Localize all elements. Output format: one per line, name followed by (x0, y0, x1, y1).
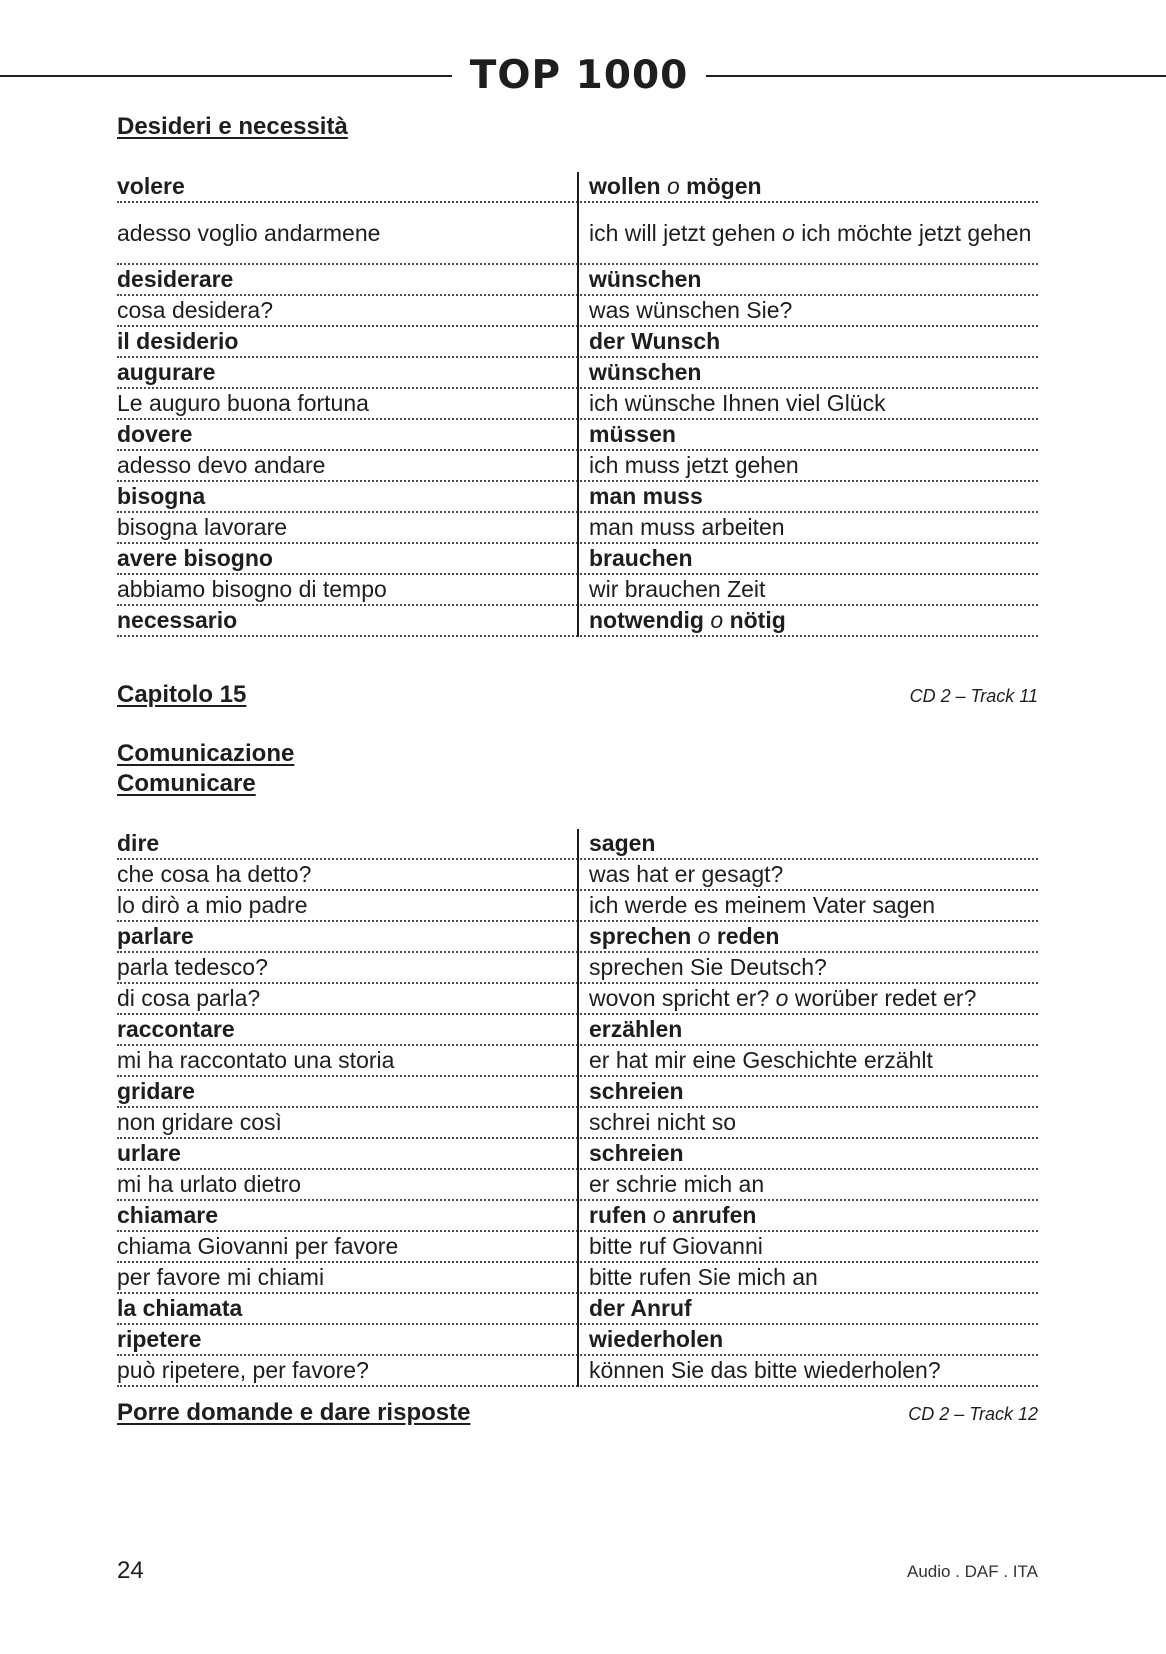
german-term-alternatives (589, 171, 762, 201)
italian-term: ripetere (117, 1326, 202, 1352)
german-term: wünschen (589, 266, 702, 292)
italian-term: raccontare (117, 1016, 235, 1042)
vocab-row (117, 860, 1038, 891)
german-term: wir brauchen Zeit (589, 576, 766, 602)
italian-term: la chiamata (117, 1295, 243, 1321)
section-heading-comunicazione: Comunicazione (117, 740, 295, 767)
german-term-second: anrufen (672, 1202, 757, 1228)
german-term (577, 1201, 1038, 1230)
german-term: er schrie mich an (589, 1171, 765, 1197)
header-rule-right (706, 75, 1166, 77)
italian-term: adesso devo andare (117, 452, 326, 478)
german-term (577, 922, 1038, 951)
vocab-row (117, 296, 1038, 327)
german-term: wünschen (589, 359, 702, 385)
italian-term: mi ha raccontato una storia (117, 1047, 395, 1073)
italian-term: parla tedesco? (117, 954, 268, 980)
italian-term: mi ha urlato dietro (117, 1171, 302, 1197)
header-rule-left (0, 75, 452, 77)
section-heading-domande: Porre domande e dare risposte (117, 1399, 471, 1426)
vocab-row (117, 420, 1038, 451)
german-term: man muss (589, 483, 703, 509)
vocab-table-comunicare (117, 829, 1038, 1387)
german-term: bitte ruf Giovanni (589, 1233, 763, 1259)
german-term: sprechen Sie Deutsch? (589, 954, 827, 980)
vocab-row (117, 172, 1038, 203)
vocab-row (117, 1356, 1038, 1387)
italian-term: per favore mi chiami (117, 1264, 325, 1290)
italian-term: chiama Giovanni per favore (117, 1233, 399, 1259)
vocab-row (117, 1325, 1038, 1356)
chapter-track-label: CD 2 – Track 11 (909, 686, 1038, 706)
german-term: bitte rufen Sie mich an (589, 1264, 818, 1290)
german-term-alternatives (589, 605, 786, 635)
vocab-row (117, 451, 1038, 482)
italian-term: abbiamo bisogno di tempo (117, 576, 387, 602)
german-term: schrei nicht so (589, 1109, 737, 1135)
german-term-first: wollen (589, 173, 661, 199)
italian-term: non gridare così (117, 1109, 282, 1135)
conjunction-or: o (710, 607, 724, 633)
italian-term: dovere (117, 421, 193, 447)
german-term: schreien (589, 1140, 684, 1166)
vocab-row (117, 575, 1038, 606)
italian-term: necessario (117, 607, 238, 633)
german-term: er hat mir eine Geschichte erzählt (589, 1047, 933, 1073)
german-term-alternatives (589, 983, 976, 1013)
page-number: 24 (117, 1557, 144, 1584)
conjunction-or: o (666, 173, 680, 199)
german-term: ich werde es meinem Vater sagen (589, 892, 936, 918)
vocab-row (117, 1263, 1038, 1294)
italian-term: il desiderio (117, 328, 239, 354)
vocab-row (117, 1046, 1038, 1077)
vocab-row (117, 482, 1038, 513)
vocab-table-desideri (117, 172, 1038, 637)
german-term: der Anruf (589, 1295, 692, 1321)
italian-term: bisogna (117, 483, 206, 509)
italian-term: adesso voglio andarmene (117, 220, 381, 246)
vocab-row (117, 953, 1038, 984)
chapter-heading: Capitolo 15 (117, 681, 247, 708)
german-term-second: worüber redet er? (794, 985, 977, 1011)
german-term-second: reden (716, 923, 780, 949)
italian-term: desiderare (117, 266, 234, 292)
vocab-row (117, 1294, 1038, 1325)
italian-term: volere (117, 173, 185, 199)
section-track-label: CD 2 – Track 12 (908, 1404, 1038, 1424)
vocab-row (117, 544, 1038, 575)
italian-term: chiamare (117, 1202, 219, 1228)
german-term: brauchen (589, 545, 693, 571)
german-term-alternatives (589, 921, 779, 951)
italian-term: Le auguro buona fortuna (117, 390, 369, 416)
conjunction-or: o (782, 220, 795, 246)
german-term: können Sie das bitte wiederholen? (589, 1357, 941, 1383)
vocab-row (117, 513, 1038, 544)
vocab-row (117, 358, 1038, 389)
italian-term: cosa desidera? (117, 297, 273, 323)
german-term (577, 172, 1038, 201)
page-header (0, 53, 1166, 98)
italian-term: di cosa parla? (117, 985, 261, 1011)
german-term: wiederholen (589, 1326, 724, 1352)
german-term: ich wünsche Ihnen viel Glück (589, 390, 886, 416)
german-term: der Wunsch (589, 328, 721, 354)
italian-term: può ripetere, per favore? (117, 1357, 369, 1383)
vocab-row (117, 829, 1038, 860)
italian-term: lo dirò a mio padre (117, 892, 308, 918)
conjunction-or: o (652, 1202, 666, 1228)
german-term-first: rufen (589, 1202, 647, 1228)
vocab-row (117, 1201, 1038, 1232)
section-heading-desideri: Desideri e necessità (117, 113, 348, 140)
german-term: sagen (589, 830, 656, 856)
vocab-row (117, 1077, 1038, 1108)
italian-term: bisogna lavorare (117, 514, 288, 540)
italian-term: gridare (117, 1078, 195, 1104)
german-term (577, 606, 1038, 635)
italian-term: avere bisogno (117, 545, 273, 571)
german-term-first: notwendig (589, 607, 704, 633)
german-term-alternatives (589, 218, 1031, 248)
german-term-second: ich möchte jetzt gehen (801, 220, 1032, 246)
vocab-row (117, 203, 1038, 265)
italian-term: urlare (117, 1140, 181, 1166)
vocab-row (117, 1139, 1038, 1170)
italian-term: dire (117, 830, 160, 856)
german-term (577, 984, 1038, 1013)
german-term-first: ich will jetzt gehen (589, 220, 776, 246)
vocab-row (117, 1015, 1038, 1046)
vocab-row (117, 265, 1038, 296)
german-term: erzählen (589, 1016, 683, 1042)
vocab-row (117, 606, 1038, 637)
vocab-row (117, 389, 1038, 420)
vocab-row (117, 984, 1038, 1015)
vocab-row (117, 891, 1038, 922)
german-term-second: mögen (686, 173, 762, 199)
section-subheading-comunicare: Comunicare (117, 770, 256, 797)
italian-term: augurare (117, 359, 216, 385)
german-term: man muss arbeiten (589, 514, 785, 540)
vocab-row (117, 922, 1038, 953)
header-title: TOP 1000 (469, 53, 689, 98)
german-term: ich muss jetzt gehen (589, 452, 799, 478)
vocab-row (117, 327, 1038, 358)
german-term-second: nötig (729, 607, 786, 633)
german-term: schreien (589, 1078, 684, 1104)
footer-label: Audio . DAF . ITA (906, 1562, 1038, 1581)
italian-term: parlare (117, 923, 194, 949)
vocab-row (117, 1232, 1038, 1263)
german-term: was wünschen Sie? (589, 297, 793, 323)
conjunction-or: o (775, 985, 789, 1011)
german-term: was hat er gesagt? (589, 861, 784, 887)
german-term-alternatives (589, 1200, 756, 1230)
german-term-first: sprechen (589, 923, 692, 949)
german-term: müssen (589, 421, 676, 447)
german-term (577, 203, 1038, 263)
vocab-row (117, 1170, 1038, 1201)
german-term-first: wovon spricht er? (589, 985, 770, 1011)
italian-term: che cosa ha detto? (117, 861, 312, 887)
vocab-row (117, 1108, 1038, 1139)
conjunction-or: o (697, 923, 711, 949)
